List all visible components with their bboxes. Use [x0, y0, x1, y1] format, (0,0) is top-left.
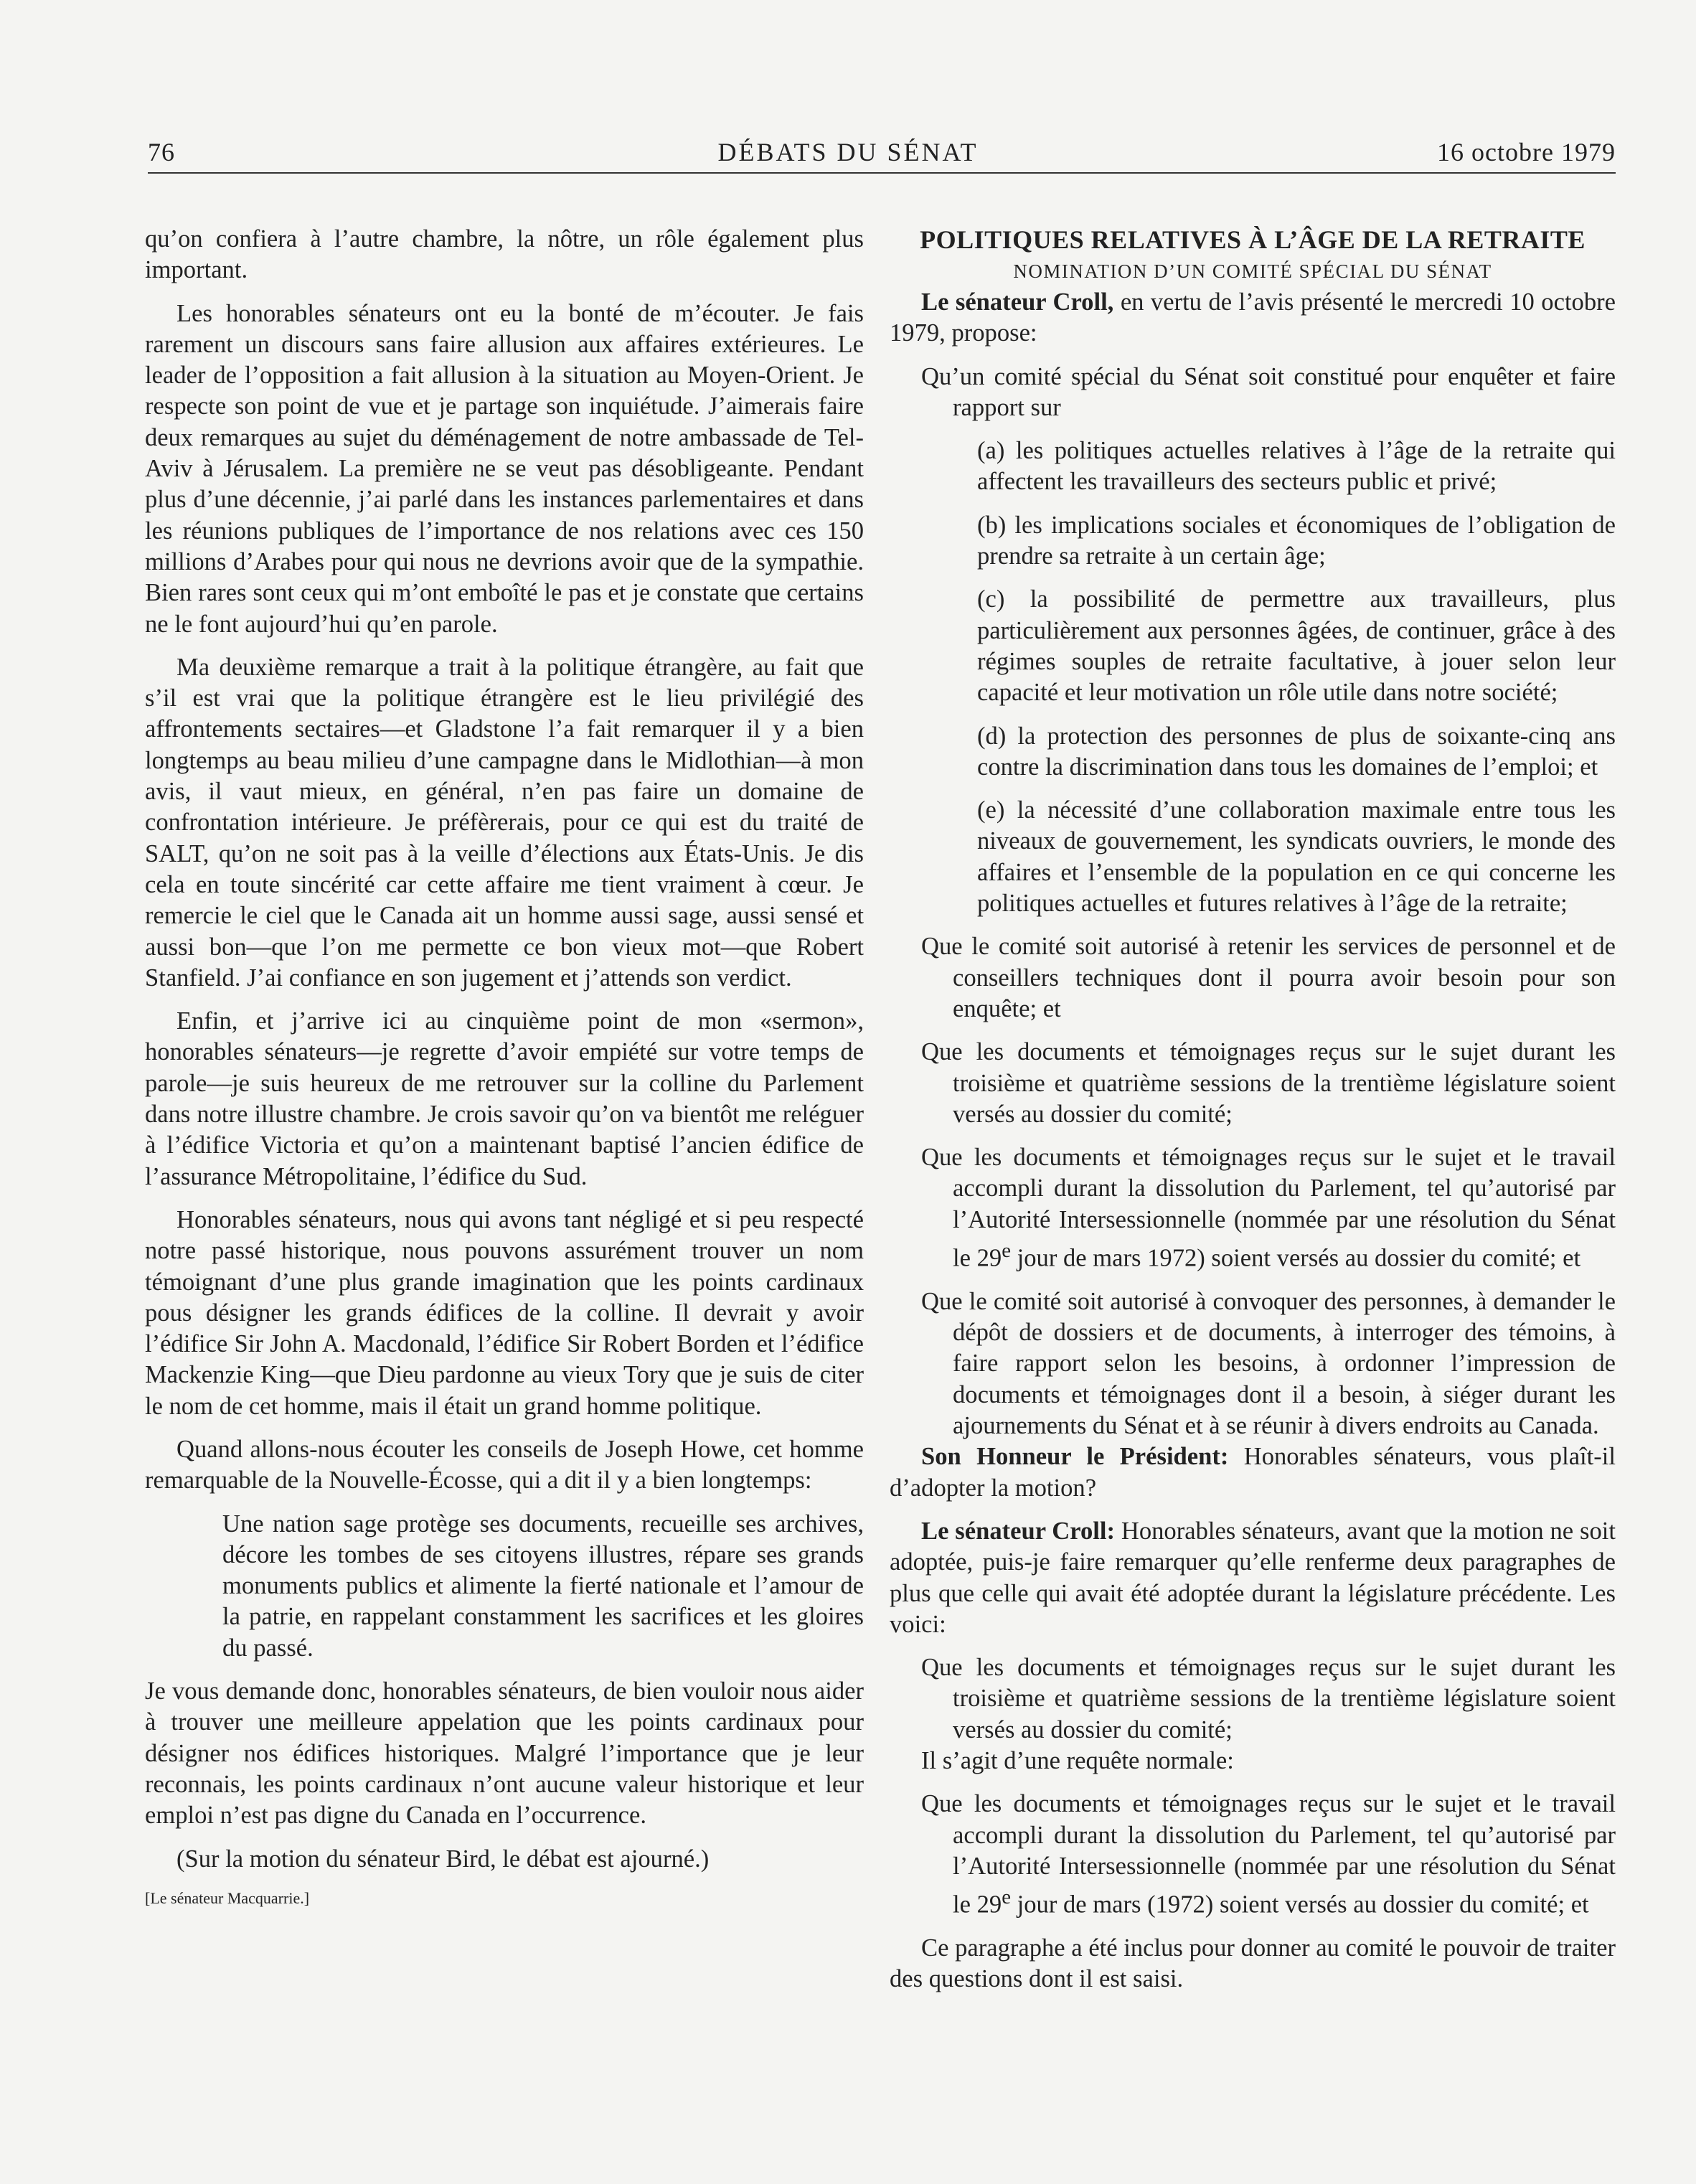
motion-item: (a) les politiques actuelles relatives à l’âge de la retraite qui affectent les travailleurs des secteurs public et privé; [977, 437, 1616, 496]
page-number: 76 [148, 138, 175, 166]
quoted-paragraph: Que les documents et témoignages reçus sur le sujet et le travail accompli durant la dissolution du Parlement, tel qu’autorisé par l’Autorité Intersessionnelle (nommée par une résolution du Sénat le 29e jour de mars (1972) soient versés au dossier du comité; et [921, 1790, 1616, 1919]
running-title: DÉBATS DU SÉNAT [717, 138, 979, 166]
page-date: 16 octobre 1979 [1437, 138, 1616, 166]
paragraph: Ma deuxième remarque a trait à la politique étrangère, au fait que s’il est vrai que la politique étrangère est le lieu privilégié des affrontements sectaires—et Gladstone l’a fait remarquer il y a bien longtemps au beau milieu d’une campagne dans le Midlothian—à mon avis, il vaut mieux, en général, n’en pas faire un domaine de confrontation intérieure. Je préfèrerais, pour ce qui est du traité de SALT, qu’on ne soit pas à la veille d’élections aux États-Unis. Je dis cela en toute sincérité car cette affaire me tient vraiment à cœur. Je remercie le ciel que le Canada ait un homme aussi sage, aussi sensé et aussi bon—que l’on me permette ce bon vieux mot—que Robert Stanfield. J’ai confiance en son jugement et j’attends son verdict. [145, 653, 864, 992]
speaker-name: Le sénateur Croll: [921, 1517, 1115, 1545]
paragraph: Son Honneur le Président: Honorables sénateurs, vous plaît-il d’adopter la motion? [890, 1443, 1616, 1502]
motion-paragraph: Que le comité soit autorisé à convoquer des personnes, à demander le dépôt de dossiers et de documents, à interroger des témoins, à faire rapport selon les besoins, à ordonner l’impression de documents et témoignages dont il a besoin, à siéger durant les ajournements du Sénat et à se réunir à divers endroits au Canada. [921, 1287, 1616, 1440]
motion-paragraph: Que les documents et témoignages reçus sur le sujet et le travail accompli durant la dissolution du Parlement, tel qu’autorisé par l’Autorité Intersessionnelle (nommée par une résolution du Sénat le 29e jour de mars 1972) soient versés au dossier du comité; et [921, 1144, 1616, 1272]
paragraph: Honorables sénateurs, nous qui avons tant négligé et si peu respecté notre passé historique, nous pouvons assurément trouver un nom témoignant d’une plus grande imagination que les points cardinaux pous désigner les grands édifices de la colline. Il devrait y avoir l’édifice Sir John A. Macdonald, l’édifice Sir Robert Borden et l’édifice Mackenzie King—que Dieu pardonne au vieux Tory que je suis de citer le nom de cet homme, mais il était un grand homme politique. [145, 1205, 864, 1420]
paragraph: Quand allons-nous écouter les conseils de Joseph Howe, cet homme remarquable de la Nouvelle-Écosse, qui a dit il y a bien longtemps: [145, 1435, 864, 1495]
block-quote: Une nation sage protège ses documents, recueille ses archives, décore les tombes de ses citoyens illustres, répare ses grands monuments publics et alimente la fierté nationale et l’amour de la patrie, en rappelant constamment les sacrifices et les gloires du passé. [222, 1510, 864, 1662]
paragraph: Le sénateur Croll, en vertu de l’avis présenté le mercredi 10 octobre 1979, propose: [890, 288, 1616, 347]
paragraph: Les honorables sénateurs ont eu la bonté de m’écouter. Je fais rarement un discours sans faire allusion aux affaires extérieures. Le leader de l’opposition a fait allusion à la situation au Moyen-Orient. Je respecte son point de vue et je partage son inquiétude. J’aimerais faire deux remarques au sujet du déménagement de notre ambassade de Tel-Aviv à Jérusalem. La première ne se veut pas désobligeante. Pendant plus d’une décennie, j’ai parlé dans les instances parlementaires et dans les réunions publiques de l’importance de nos relations avec ces 150 millions d’Arabes pour qui nous ne devrions avoir que de la sympathie. Bien rares sont ceux qui m’ont emboîté le pas et je constate que certains ne le font aujourd’hui qu’en parole. [145, 299, 864, 638]
speaker-signature: [Le sénateur Macquarrie.] [145, 1888, 310, 1907]
paragraph: Il s’agit d’une requête normale: [921, 1747, 1234, 1774]
speaker-name: Le sénateur Croll, [921, 288, 1114, 316]
left-column [145, 224, 864, 1909]
section-subtitle: NOMINATION D’UN COMITÉ SPÉCIAL DU SÉNAT [1013, 260, 1492, 282]
motion-paragraph: Qu’un comité spécial du Sénat soit constitué pour enquêter et faire rapport sur [921, 362, 1616, 421]
section-title: POLITIQUES RELATIVES À L’ÂGE DE LA RETRAITE [920, 225, 1586, 254]
paragraph: (Sur la motion du sénateur Bird, le débat est ajourné.) [176, 1845, 710, 1873]
paragraph: qu’on confiera à l’autre chambre, la nôtre, un rôle également plus important. [145, 225, 864, 284]
motion-item: (c) la possibilité de permettre aux travailleurs, plus particulièrement aux personnes âgées, de continuer, grâce à des régimes souples de retraite facultative, à jouer selon leur capacité et leur motivation un rôle utile dans notre société; [977, 585, 1616, 707]
motion-item: (d) la protection des personnes de plus de soixante-cinq ans contre la discrimination dans tous les domaines de l’emploi; et [977, 722, 1616, 781]
quoted-paragraph: Que les documents et témoignages reçus sur le sujet durant les troisième et quatrième sessions de la trentième législature soient versés au dossier du comité; [921, 1654, 1616, 1743]
motion-item: (b) les implications sociales et économiques de l’obligation de prendre sa retraite à un certain âge; [977, 511, 1616, 570]
speaker-name: Son Honneur le Président: [921, 1443, 1229, 1471]
paragraph: Le sénateur Croll: Honorables sénateurs, avant que la motion ne soit adoptée, puis-je faire remarquer qu’elle renferme deux paragraphes de plus que celle qui avait été adoptée durant la législature précédente. Les voici: [890, 1517, 1616, 1638]
paragraph: Enfin, et j’arrive ici au cinquième point de mon «sermon», honorables sénateurs—je regrette d’avoir empiété sur votre temps de parole—je suis heureux de me retrouver sur la colline du Parlement dans notre illustre chambre. Je crois savoir qu’on va bientôt me reléguer à l’édifice Victoria et qu’on a maintenant baptisé l’ancien édifice de l’assurance Métropolitaine, l’édifice du Sud. [145, 1007, 864, 1190]
paragraph: Ce paragraphe a été inclus pour donner au comité le pouvoir de traiter des questions dont il est saisi. [890, 1934, 1616, 1993]
header-rule [148, 172, 1616, 174]
right-column [890, 224, 1616, 1995]
paragraph: Je vous demande donc, honorables sénateurs, de bien vouloir nous aider à trouver une meilleure appelation que les points cardinaux pour désigner nos édifices historiques. Malgré l’importance que je leur reconnais, les points cardinaux n’ont aucune valeur historique et leur emploi n’est pas digne du Canada en l’occurrence. [145, 1677, 864, 1830]
motion-paragraph: Que le comité soit autorisé à retenir les services de personnel et de conseillers techniques dont il pourra avoir besoin pour son enquête; et [921, 933, 1616, 1022]
motion-paragraph: Que les documents et témoignages reçus sur le sujet durant les troisième et quatrième sessions de la trentième législature soient versés au dossier du comité; [921, 1038, 1616, 1128]
motion-item: (e) la nécessité d’une collaboration maximale entre tous les niveaux de gouvernement, les syndicats ouvriers, le monde des affaires et l’ensemble de la population en ce qui concerne les politiques actuelles et futures relatives à l’âge de la retraite; [977, 796, 1616, 918]
